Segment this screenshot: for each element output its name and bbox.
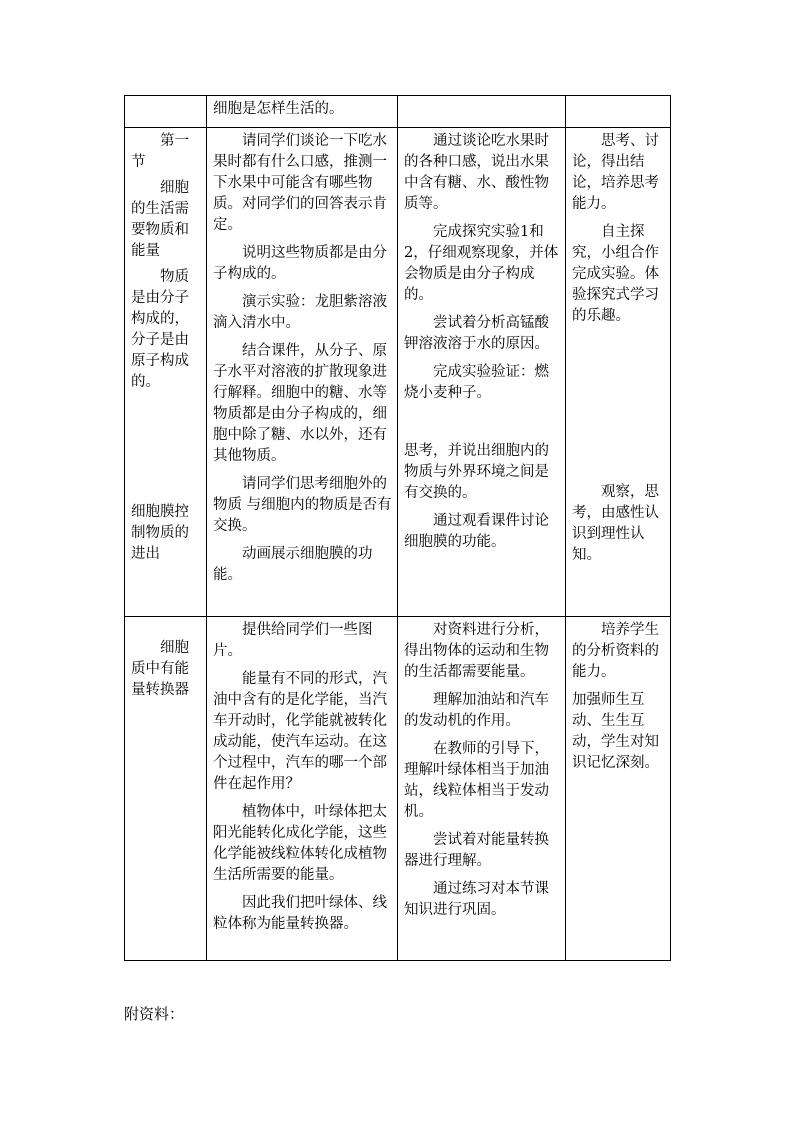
cell-text: 植物体中，叶绿体把太阳光能转化成化学能，这些化学能被线粒体转化成植物生活所需要的能量。: [213, 804, 387, 883]
design-intent-cell: [566, 96, 671, 128]
cell-text: 因此我们把叶绿体、线粒体称为能量转换器。: [213, 895, 387, 932]
student-activity-cell: [398, 128, 566, 617]
appendix-label: 附资料：: [124, 1005, 185, 1023]
cell-text: 请同学们谈论一下吃水果时都有什么口感，推测一下水果中可能含有哪些物质。对同学们的回答表示肯定。: [213, 133, 387, 233]
section-title: 细胞的生活需要物质和能量: [131, 180, 189, 259]
cell-text: 对资料进行分析，得出物体的运动和生物的生活都需要能量。: [404, 622, 549, 680]
section-cell: [125, 617, 207, 961]
student-activity-cell: [398, 617, 566, 961]
table-row: [125, 617, 671, 961]
cell-text: 动画展示细胞膜的功能。: [213, 546, 373, 583]
cell-text: 通过练习对本节课知识进行巩固。: [404, 881, 549, 918]
table-row: [125, 96, 671, 128]
cell-text: 思考，并说出细胞内的物质与外界环境之间是有交换的。: [404, 443, 549, 501]
table-row: [125, 128, 671, 617]
section-point: 物质是由分子构成的，分子是由原子构成的。: [131, 269, 189, 390]
section-number: 第一节: [131, 133, 189, 170]
cell-text: 完成探究实验1和2，仔细观察现象，并体会物质是由分子构成的。: [404, 224, 559, 303]
section-point: 细胞膜控制物质的进出: [131, 504, 189, 562]
cell-text: 加强师生互动、生生互动，学生对知识记忆深刻。: [572, 692, 659, 771]
student-activity-cell: [398, 96, 566, 128]
teacher-activity-cell: [207, 128, 398, 617]
section-point: 细胞质中有能量转换器: [131, 640, 189, 698]
cell-text: 能量有不同的形式，汽油中含有的是化学能，当汽车开动时，化学能就被转化成动能，使汽车运动。在这个过程中，汽车的哪一个部件在起作用？: [213, 671, 387, 792]
teacher-activity-cell: [207, 96, 398, 128]
cell-text: 在教师的引导下，理解叶绿体相当于加油站，线粒体相当于发动机。: [404, 741, 549, 820]
cell-text: 培养学生的分析资料的能力。: [572, 622, 659, 680]
design-intent-cell: [566, 128, 671, 617]
lesson-plan-table: [124, 95, 671, 961]
cell-text: 请同学们思考细胞外的物质 与细胞内的物质是否有交换。: [213, 476, 392, 534]
teacher-activity-cell: [207, 617, 398, 961]
cell-text: 细胞是怎样生活的。: [213, 101, 344, 117]
cell-text: 观察，思考，由感性认识到理性认知。: [572, 484, 659, 563]
design-intent-cell: [566, 617, 671, 961]
cell-text: 通过谈论吃水果时的各种口感，说出水果中含有糖、水、酸性物质等。: [404, 133, 549, 212]
section-cell: [125, 96, 207, 128]
cell-text: 完成实验验证：燃烧小麦种子。: [404, 364, 549, 401]
section-cell: [125, 128, 207, 617]
cell-text: 理解加油站和汽车的发动机的作用。: [404, 692, 549, 729]
cell-text: 说明这些物质都是由分子构成的。: [213, 245, 387, 282]
cell-text: 尝试着分析高锰酸钾溶液溶于水的原因。: [404, 315, 549, 352]
cell-text: 思考、讨论，得出结论，培养思考能力。: [572, 133, 659, 212]
cell-text: 尝试着对能量转换器进行理解。: [404, 832, 549, 869]
cell-text: 自主探究，小组合作完成实验。体验探究式学习的乐趣。: [572, 224, 659, 324]
cell-text: 演示实验：龙胆紫溶液滴入清水中。: [213, 294, 387, 331]
cell-text: 通过观看课件讨论细胞膜的功能。: [404, 513, 549, 550]
cell-text: 结合课件，从分子、原子水平对溶液的扩散现象进行解释。细胞中的糖、水等物质都是由分子构成的，细胞中除了糖、水以外，还有其他物质。: [213, 343, 387, 464]
cell-text: 提供给同学们一些图片。: [213, 622, 373, 659]
